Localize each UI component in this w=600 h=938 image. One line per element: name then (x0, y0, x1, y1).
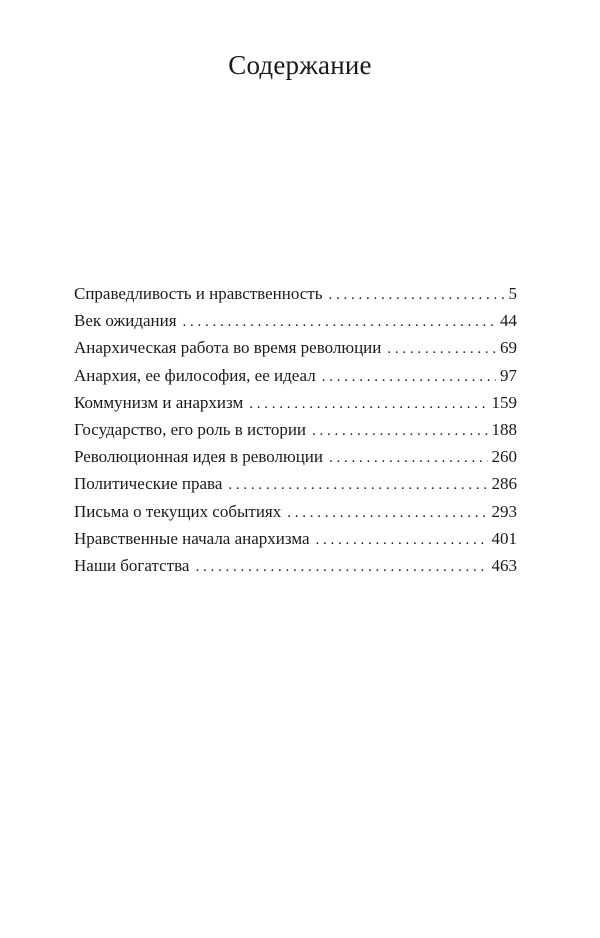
toc-entry-title: Политические права (74, 474, 223, 494)
toc-entry-title: Справедливость и нравственность (74, 284, 323, 303)
dot-leader (249, 396, 487, 413)
dot-leader (322, 369, 496, 386)
toc-entry-page-number: 463 (491, 555, 517, 575)
toc-entry-page-number: 69 (500, 338, 517, 358)
toc-entry (74, 284, 517, 311)
toc-entry-page-number: 401 (491, 528, 517, 548)
dot-leader (328, 287, 504, 304)
dot-leader (387, 341, 496, 358)
dot-leader (312, 423, 487, 440)
toc-entry-title: Революционная идея в революции (74, 447, 323, 467)
toc-entry (74, 311, 517, 338)
toc-entry (74, 556, 517, 583)
toc-entry (74, 502, 517, 529)
toc-entry-title: Государство, его роль в истории (74, 419, 307, 439)
toc-entry-page-number: 44 (500, 311, 517, 331)
dot-leader (329, 450, 488, 467)
dot-leader (183, 314, 496, 331)
dot-leader (316, 532, 488, 549)
toc-entry-title: Век ожидания (74, 311, 177, 331)
toc-entry (74, 366, 517, 393)
toc-entry-title: Коммунизм и анархизм (74, 392, 244, 412)
dot-leader (195, 559, 487, 576)
toc-entry-title: Анархия, ее философия, ее идеал (74, 365, 316, 385)
dot-leader (228, 477, 487, 494)
table-of-contents (74, 284, 517, 583)
toc-entry-page-number: 286 (491, 474, 517, 494)
toc-entry-page-number: 5 (508, 284, 517, 303)
toc-entry-page-number: 260 (491, 447, 517, 467)
toc-entry (74, 529, 517, 556)
page-title: Содержание (228, 50, 372, 80)
toc-entry-page-number: 159 (491, 392, 517, 412)
toc-entry-title: Анархическая работа во время революции (74, 338, 382, 358)
toc-entry-page-number: 97 (500, 365, 517, 385)
toc-entry (74, 420, 517, 447)
toc-entry-title: Наши богатства (74, 555, 190, 575)
toc-entry-title: Нравственные начала анархизма (74, 528, 310, 548)
toc-entry (74, 474, 517, 501)
toc-entry (74, 447, 517, 474)
toc-entry-page-number: 188 (491, 419, 517, 439)
dot-leader (287, 505, 487, 522)
toc-entry-page-number: 293 (491, 501, 517, 521)
toc-entry (74, 393, 517, 420)
toc-entry (74, 338, 517, 365)
toc-entry-title: Письма о текущих событиях (74, 501, 282, 521)
